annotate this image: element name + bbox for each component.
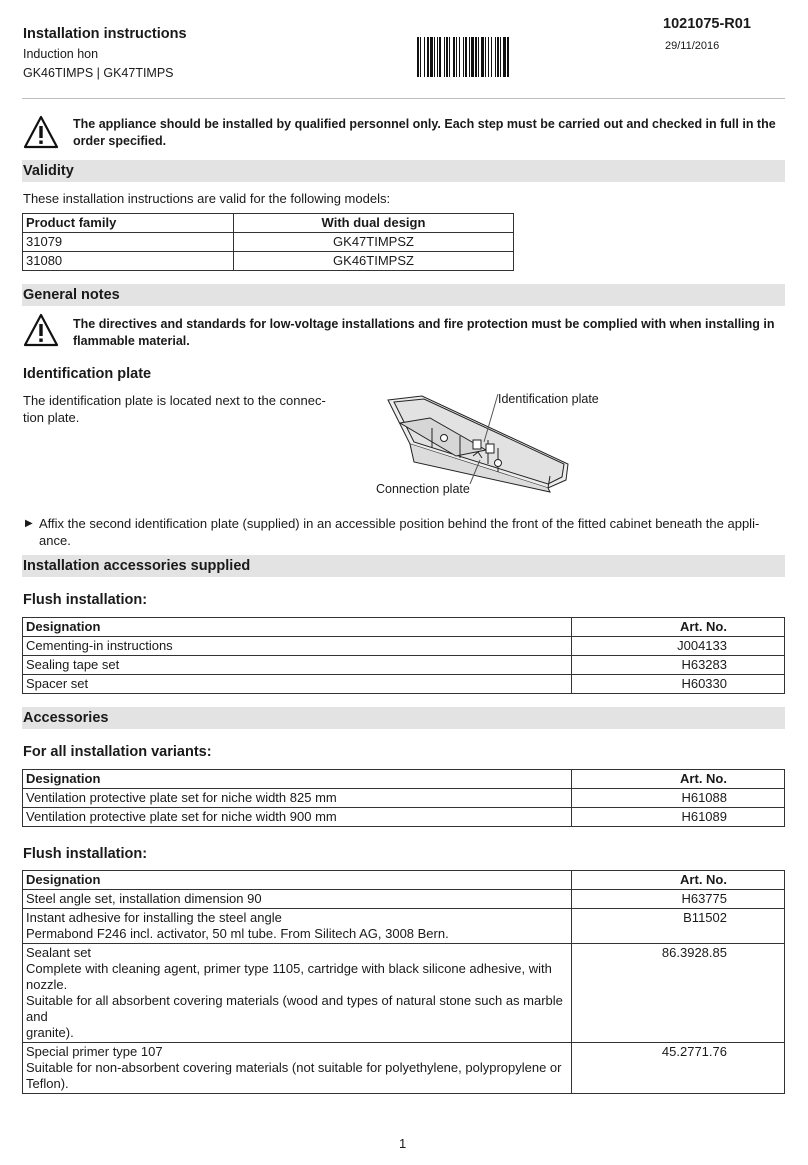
cell: H61088 — [572, 789, 785, 808]
cell-line: Steel angle set, installation dimension 90 — [26, 891, 262, 906]
doc-date: 29/11/2016 — [665, 40, 720, 52]
cell-line: Permabond F246 incl. activator, 50 ml tube. From Silitech AG, 3008 Bern. — [26, 926, 449, 941]
identification-text: The identification plate is located next to the connec-tion plate. — [23, 393, 326, 425]
bullet-arrow-icon: ▶ — [25, 518, 33, 529]
doc-models: GK46TIMPS | GK47TIMPS — [23, 66, 174, 80]
col-designation: Designation — [23, 618, 572, 637]
warning-icon — [23, 115, 59, 149]
col-art-no: Art. No. — [572, 871, 785, 890]
table-header-row — [23, 214, 514, 233]
validity-heading: Validity — [22, 160, 785, 182]
validity-table — [22, 213, 514, 271]
cell: H60330 — [572, 675, 785, 694]
table-header-row — [23, 618, 785, 637]
table-row — [23, 1043, 785, 1094]
cell-line: Suitable for all absorbent covering materials (wood and types of natural stone such as marble and — [26, 993, 563, 1024]
cell-line: granite). — [26, 1025, 74, 1040]
col-art-no: Art. No. — [572, 770, 785, 789]
cell: Cementing-in instructions — [23, 637, 572, 656]
cell-line: Sealant set — [26, 945, 92, 960]
barcode — [417, 37, 597, 77]
cell: Spacer set — [23, 675, 572, 694]
table-row — [23, 808, 785, 827]
cell — [23, 909, 572, 944]
accessories-supplied-heading: Installation accessories supplied — [22, 555, 785, 577]
cell-line: Instant adhesive for installing the steel angle — [26, 910, 282, 925]
warning-top-text: The appliance should be installed by qualified personnel only. Each step must be carried out and checked in full in the order specified. — [73, 117, 776, 148]
cell-line: Complete with cleaning agent, primer type 1105, cartridge with black silicone adhesive, with nozzle. — [26, 961, 552, 992]
doc-title: Installation instructions — [23, 26, 187, 42]
cell-line: Special primer type 107 — [26, 1044, 163, 1059]
validity-intro: These installation instructions are valid for the following models: — [23, 191, 391, 206]
cell: 31079 — [23, 233, 234, 252]
cell: H63283 — [572, 656, 785, 675]
cell: GK46TIMPSZ — [234, 252, 514, 271]
col-product-family: Product family — [23, 214, 234, 233]
col-dual-design: With dual design — [234, 214, 514, 233]
col-designation: Designation — [23, 871, 572, 890]
table-row — [23, 252, 514, 271]
accessories-heading: Accessories — [22, 707, 785, 729]
table-row — [23, 890, 785, 909]
col-designation: Designation — [23, 770, 572, 789]
label-identification-plate: Identification plate — [498, 392, 599, 406]
cell: 45.2771.76 — [572, 1043, 785, 1094]
cell — [23, 1043, 572, 1094]
cell: 31080 — [23, 252, 234, 271]
cell: J004133 — [572, 637, 785, 656]
table-row — [23, 656, 785, 675]
flush-installation-heading: Flush installation: — [23, 592, 148, 608]
table-row — [23, 637, 785, 656]
accessories-all-table — [22, 769, 785, 827]
cell: H63775 — [572, 890, 785, 909]
cell: B11502 — [572, 909, 785, 944]
cell: H61089 — [572, 808, 785, 827]
table-header-row — [23, 770, 785, 789]
general-notes-heading: General notes — [22, 284, 785, 306]
identification-bullet-text: Affix the second identification plate (supplied) in an accessible position behind the front of the fitted cabinet beneath the appli-ance. — [39, 516, 760, 548]
table-row — [23, 233, 514, 252]
table-row — [23, 789, 785, 808]
table-row — [23, 675, 785, 694]
cell — [23, 944, 572, 1043]
general-notes-warning: The directives and standards for low-voltage installations and fire protection must be complied with when installing in flammable material. — [73, 317, 775, 348]
table-header-row — [23, 871, 785, 890]
page-number: 1 — [399, 1136, 407, 1151]
supplied-table — [22, 617, 785, 694]
accessories-flush-table — [22, 870, 785, 1094]
header-divider — [22, 98, 785, 99]
table-row — [23, 944, 785, 1043]
doc-number: 1021075-R01 — [663, 16, 751, 32]
cell: 86.3928.85 — [572, 944, 785, 1043]
cell: GK47TIMPSZ — [234, 233, 514, 252]
all-variants-heading: For all installation variants: — [23, 744, 212, 760]
cell — [23, 890, 572, 909]
cell: Sealing tape set — [23, 656, 572, 675]
label-connection-plate: Connection plate — [376, 482, 470, 496]
doc-subtitle: Induction hon — [23, 47, 99, 61]
identification-heading: Identification plate — [23, 366, 152, 382]
table-row — [23, 909, 785, 944]
flush-accessories-heading: Flush installation: — [23, 846, 148, 862]
cell-line: Suitable for non-absorbent covering materials (not suitable for polyethylene, polypropylene or Teflon). — [26, 1060, 562, 1091]
warning-icon — [23, 313, 59, 347]
cell: Ventilation protective plate set for niche width 900 mm — [23, 808, 572, 827]
col-art-no: Art. No. — [572, 618, 785, 637]
cell: Ventilation protective plate set for niche width 825 mm — [23, 789, 572, 808]
